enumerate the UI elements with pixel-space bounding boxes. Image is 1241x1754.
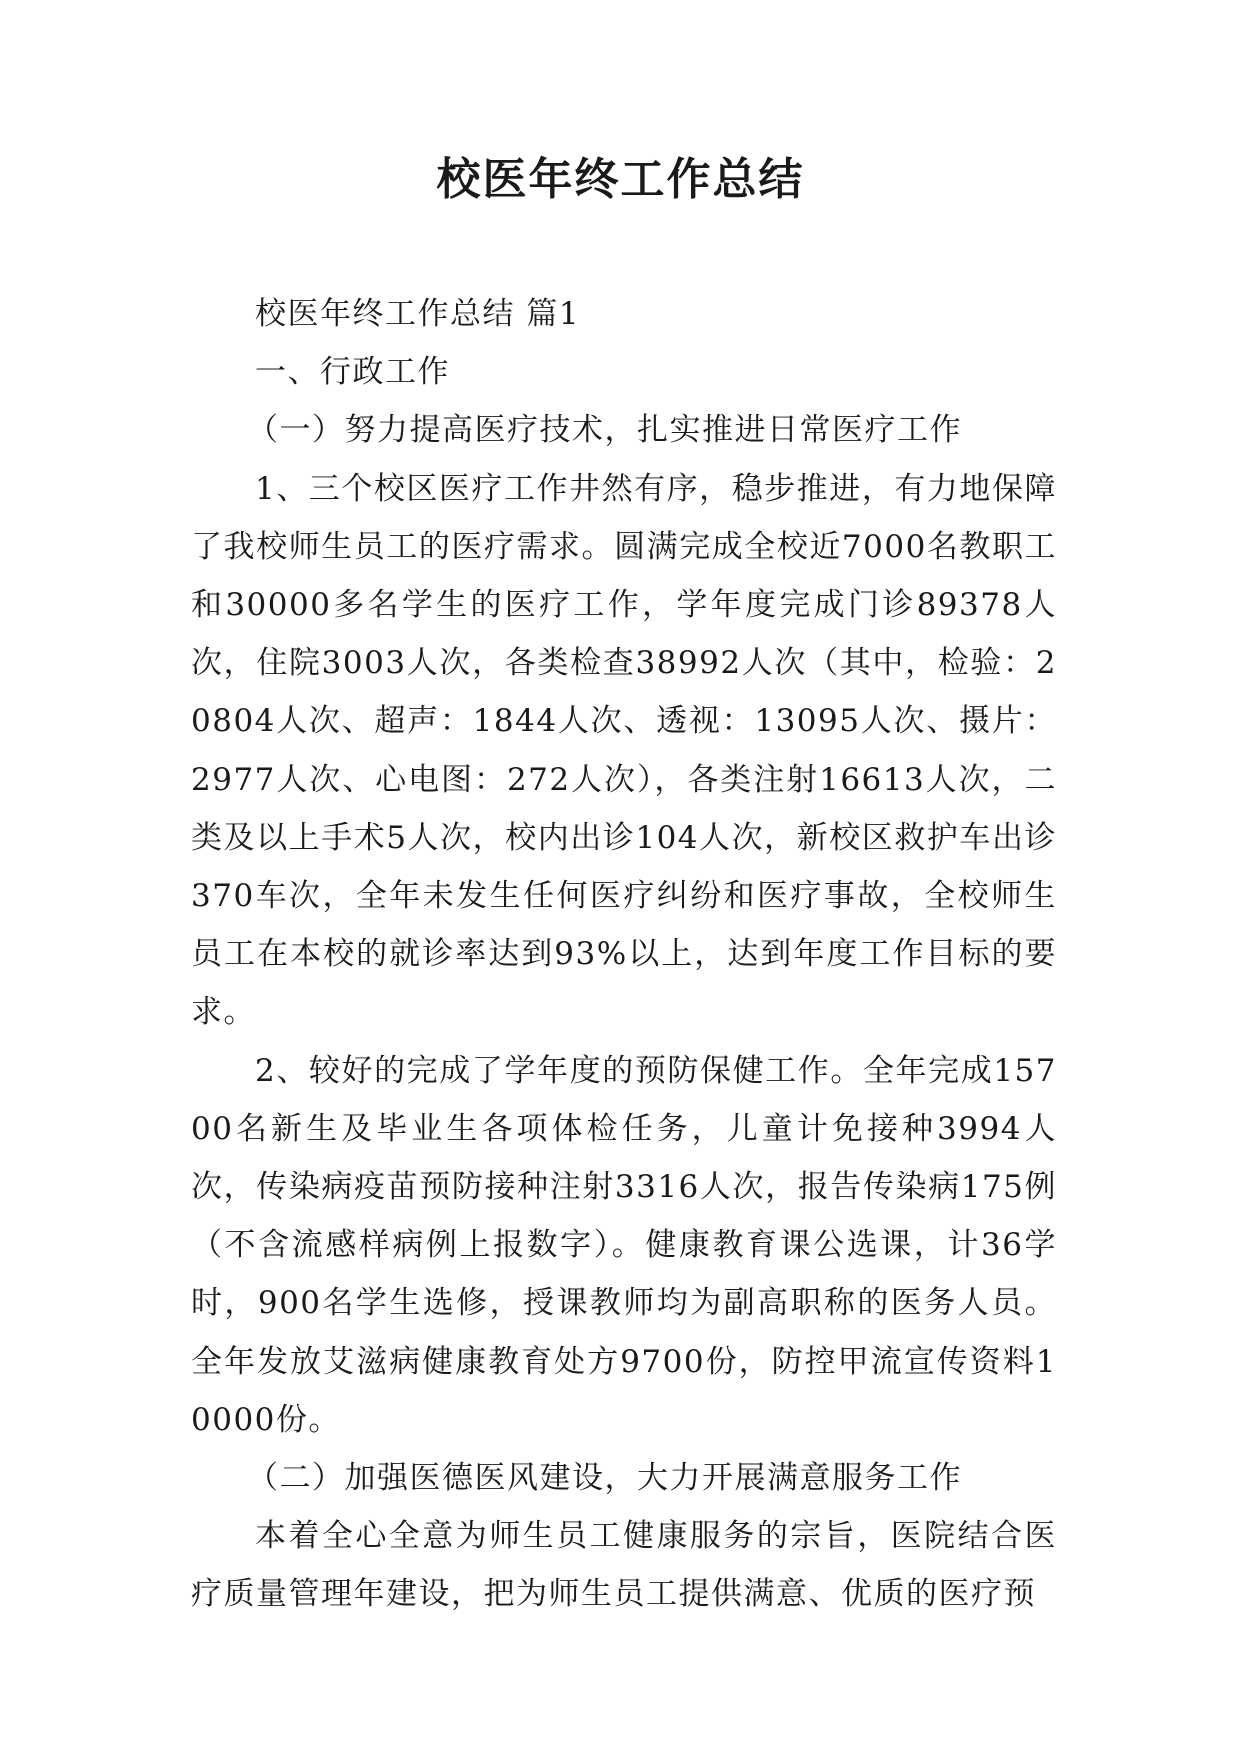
- document-title: 校医年终工作总结: [436, 154, 805, 205]
- section-heading-part1: 校医年终工作总结 篇1: [255, 296, 581, 332]
- section-heading-admin: 一、行政工作: [255, 354, 450, 391]
- subsection-heading-medical: （一）努力提高医疗技术，扎实推进日常医疗工作: [247, 412, 962, 449]
- document-body: [191, 285, 1057, 1624]
- paragraph-medical-work: 1、三个校区医疗工作井然有序，稳步推进，有力地保障了我校师生员工的医疗需求。圆满完成全校近7000名教职工和30000多名学生的医疗工作，学年度完成门诊89378人次，住院3003人次，各类检查38992人次（其中，检验：20804人次、超声：1844人次、透视：13095人次、摄片：2977人次、心电图：272人次），各类注射16613人次，二类及以上手术5人次，校内出诊104人次，新校区救护车出诊370车次，全年未发生任何医疗纠纷和医疗事故，全校师生员工在本校的就诊率达到93%以上，达到年度工作目标的要求。: [191, 470, 1057, 1031]
- paragraph-prevention-work: 2、较好的完成了学年度的预防保健工作。全年完成15700名新生及毕业生各项体检任务，儿童计免接种3994人次，传染病疫苗预防接种注射3316人次，报告传染病175例（不含流感样病例上报数字）。健康教育课公选课，计36学时，900名学生选修，授课教师均为副高职称的医务人员。全年发放艾滋病健康教育处方9700份，防控甲流宣传资料10000份。: [191, 1052, 1057, 1438]
- paragraph-service: 本着全心全意为师生员工健康服务的宗旨，医院结合医疗质量管理年建设，把为师生员工提供满意、优质的医疗预: [191, 1518, 1057, 1613]
- subsection-heading-ethics: （二）加强医德医风建设，大力开展满意服务工作: [247, 1460, 962, 1497]
